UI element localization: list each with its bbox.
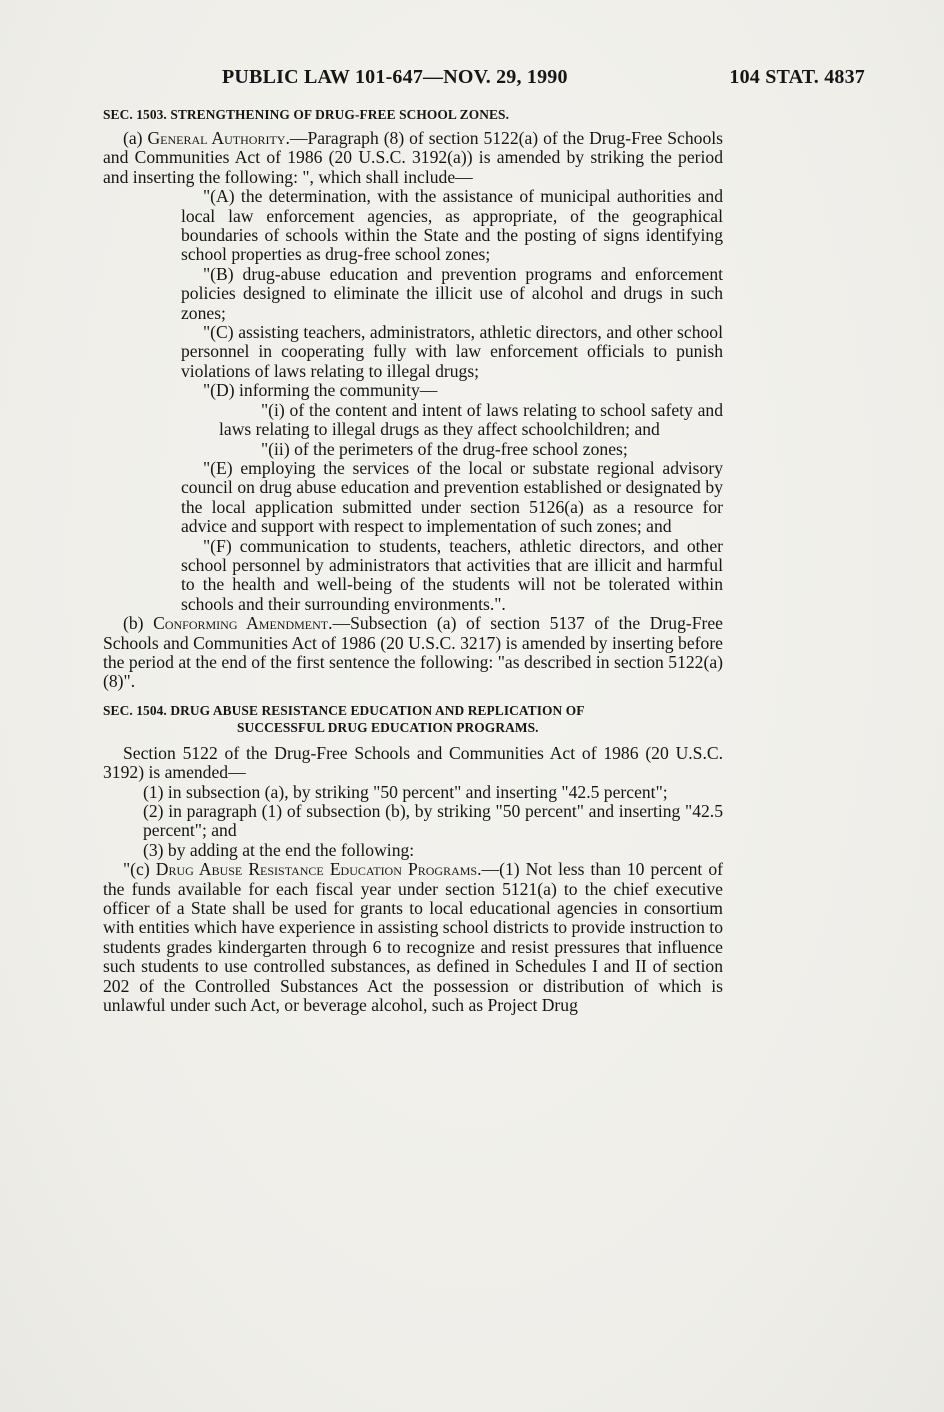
paragraph-E: "(E) employing the services of the local or substate regional advisory council on drug abuse education and prevention established or designated by the local application submitted under section 5126(a) as a resource for advice and support with respect to implementation of such zones; and	[181, 457, 723, 537]
paragraph-B: "(B) drug-abuse education and prevention programs and enforcement policies designed to eliminate the illicit use of alcohol and drugs in such zones;	[181, 263, 723, 323]
subsection-c-label: "(c)	[123, 859, 156, 880]
page-header	[180, 66, 865, 92]
section-1504-heading-line2: SUCCESSFUL DRUG EDUCATION PROGRAMS.	[237, 719, 539, 735]
subsection-c-caption: Drug Abuse Resistance Education Programs	[155, 859, 478, 880]
subsection-b	[103, 614, 723, 692]
section-1504-heading-line1: SEC. 1504. DRUG ABUSE RESISTANCE EDUCATION AND REPLICATION OF	[103, 702, 585, 718]
subsection-a-caption: General Authority	[147, 128, 286, 148]
subsection-b-text: .—Subsection (a) of section 5137 of the Drug-Free Schools and Communities Act of 1986 (20 U.S.C. 3217) is amended by inserting before the period at the end of the first sentence the following: "as described in section 5122(a)(8)".	[103, 613, 723, 692]
section-1504-heading	[103, 702, 723, 736]
subsection-a-text: .—Paragraph (8) of section 5122(a) of the Drug-Free Schools and Communities Act of 1986 (20 U.S.C. 3192(a)) is amended by striking the period and inserting the following: ", which shall include—	[103, 128, 723, 187]
subsection-a	[103, 129, 723, 187]
amendment-item-1: (1) in subsection (a), by striking "50 percent" and inserting "42.5 percent";	[143, 781, 668, 802]
clause-D-i: "(i) of the content and intent of laws relating to school safety and laws relating to illegal drugs as they affect schoolchildren; and	[219, 399, 723, 440]
paragraph-D: "(D) informing the community—	[203, 380, 438, 401]
paragraph-A: "(A) the determination, with the assistance of municipal authorities and local law enforcement agencies, as appropriate, of the geographical boundaries of schools within the State and the posting of signs identifying school properties as drug-free school zones;	[181, 186, 723, 265]
paragraph-C: "(C) assisting teachers, administrators, athletic directors, and other school personnel in cooperating fully with law enforcement officials to punish violations of laws relating to illegal drugs;	[181, 322, 723, 381]
amendment-item-3: (3) by adding at the end the following:	[143, 839, 415, 860]
clause-D-ii: "(ii) of the perimeters of the drug-free school zones;	[261, 438, 628, 459]
section-1504-intro: Section 5122 of the Drug-Free Schools and Communities Act of 1986 (20 U.S.C. 3192) is amended—	[103, 742, 723, 783]
section-1503-heading: SEC. 1503. STRENGTHENING OF DRUG-FREE SCHOOL ZONES.	[103, 107, 510, 122]
document-body	[103, 106, 723, 1015]
subsection-b-caption: Conforming Amendment	[153, 613, 329, 634]
subsection-c	[103, 860, 723, 1015]
statute-page-number: 104 STAT. 4837	[729, 66, 865, 88]
subsection-b-label: (b)	[123, 613, 154, 634]
amendment-item-2: (2) in paragraph (1) of subsection (b), by striking "50 percent" and inserting "42.5 percent"; and	[143, 801, 723, 841]
paragraph-F: "(F) communication to students, teachers, athletic directors, and other school personnel by administrators that activities that are illicit and harmful to the health and well-being of the students will not be tolerated within schools and their surrounding environments.".	[181, 535, 723, 614]
subsection-c-text: .—(1) Not less than 10 percent of the funds available for each fiscal year under section 5121(a) to the chief executive officer of a State shall be used for grants to local educational agencies in consortium with entities which have experience in assisting school districts to provide instruction to students grades kindergarten through 6 to recognize and resist pressures that influence such students to use controlled substances, as defined in Schedules I and II of section 202 of the Controlled Substances Act the possession or distribution of which is unlawful under such Act, or beverage alcohol, such as Project Drug	[103, 859, 724, 1016]
public-law-citation: PUBLIC LAW 101-647—NOV. 29, 1990	[222, 66, 568, 88]
subsection-a-label: (a)	[123, 128, 148, 148]
